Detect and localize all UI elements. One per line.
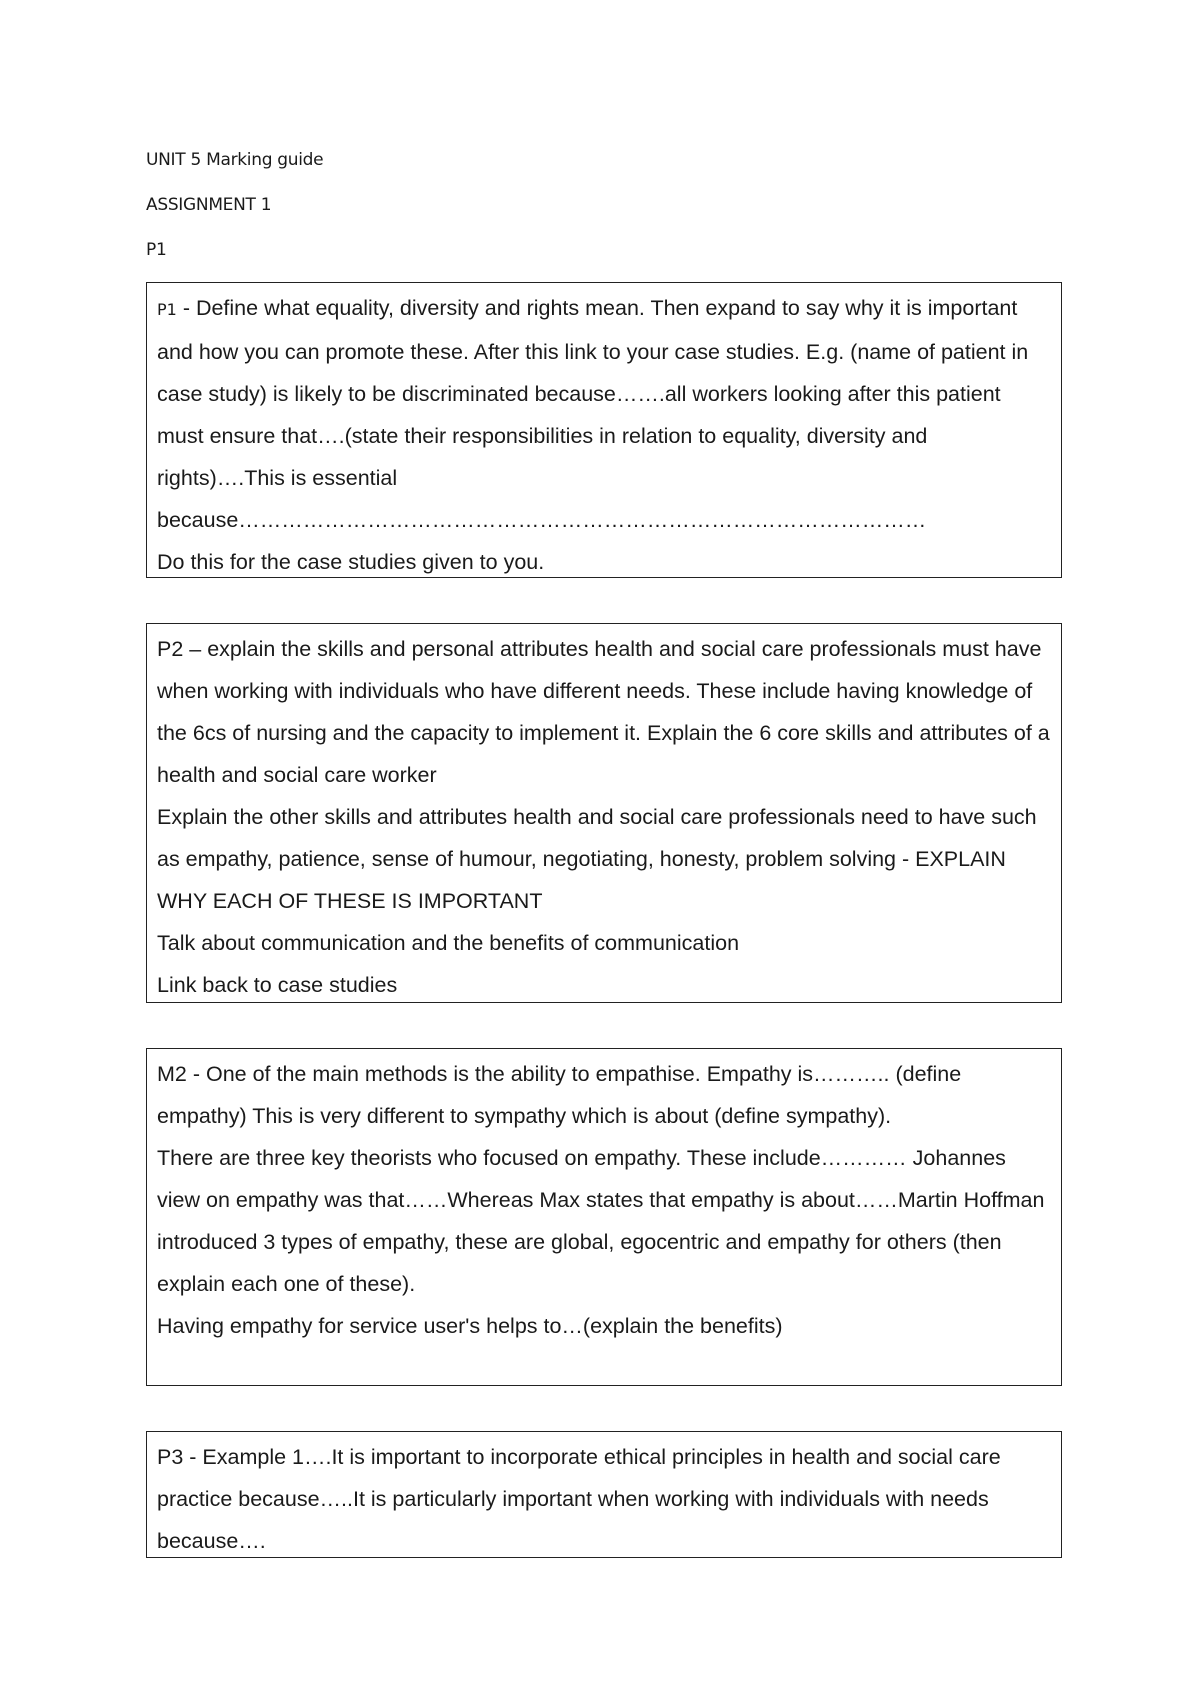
p2-paragraph-2: Explain the other skills and attributes health and social care professionals need to have such as empathy, patience, sense of humour, negotiating, honesty, problem solving - EXPLAIN WHY EACH OF THESE IS IMPORTANT bbox=[157, 805, 1037, 913]
m2-paragraph-3: Having empathy for service user's helps to…(explain the benefits) bbox=[157, 1314, 783, 1338]
document-title: UNIT 5 Marking guide bbox=[146, 150, 324, 170]
p1-instruction: Do this for the case studies given to you. bbox=[157, 550, 545, 574]
p1-text: - Define what equality, diversity and rights mean. Then expand to say why it is important and how you can promote these. After this link to your case studies. E.g. (name of patient in case study) is likely to be discriminated because…….all workers looking after this patient must ensure that….(state their responsibilities in relation to equality, diversity and rights)….This is essential because…………………………………………………………………………………… bbox=[157, 296, 1029, 532]
p1-paragraph bbox=[157, 287, 1051, 541]
p1-tag: P1 bbox=[157, 300, 177, 319]
p3-guidance-box bbox=[146, 1431, 1062, 1558]
m2-guidance-box bbox=[146, 1048, 1062, 1386]
p2-guidance-box bbox=[146, 623, 1062, 1003]
section-label: P1 bbox=[146, 240, 167, 260]
p3-paragraph: P3 - Example 1….It is important to incorporate ethical principles in health and social care practice because…..It is particularly important when working with individuals with needs because…. bbox=[157, 1445, 1001, 1553]
m2-paragraph-1: M2 - One of the main methods is the ability to empathise. Empathy is……….. (define empathy) This is very different to sympathy which is about (define sympathy). bbox=[157, 1062, 962, 1128]
assignment-heading: ASSIGNMENT 1 bbox=[146, 195, 272, 215]
m2-paragraph-2: There are three key theorists who focused on empathy. These include………… Johannes view on empathy was that……Whereas Max states that empathy is about……Martin Hoffman introduced 3 types of empathy, these are global, egocentric and empathy for others (then explain each one of these). bbox=[157, 1146, 1045, 1296]
p1-guidance-box bbox=[146, 282, 1062, 578]
p2-paragraph-3: Talk about communication and the benefits of communication bbox=[157, 931, 740, 955]
p2-paragraph-4: Link back to case studies bbox=[157, 973, 398, 997]
p2-paragraph-1: P2 – explain the skills and personal attributes health and social care professionals must have when working with individuals who have different needs. These include having knowledge of the 6cs of nursing and the capacity to implement it. Explain the 6 core skills and attributes of a health and social care worker bbox=[157, 637, 1050, 787]
